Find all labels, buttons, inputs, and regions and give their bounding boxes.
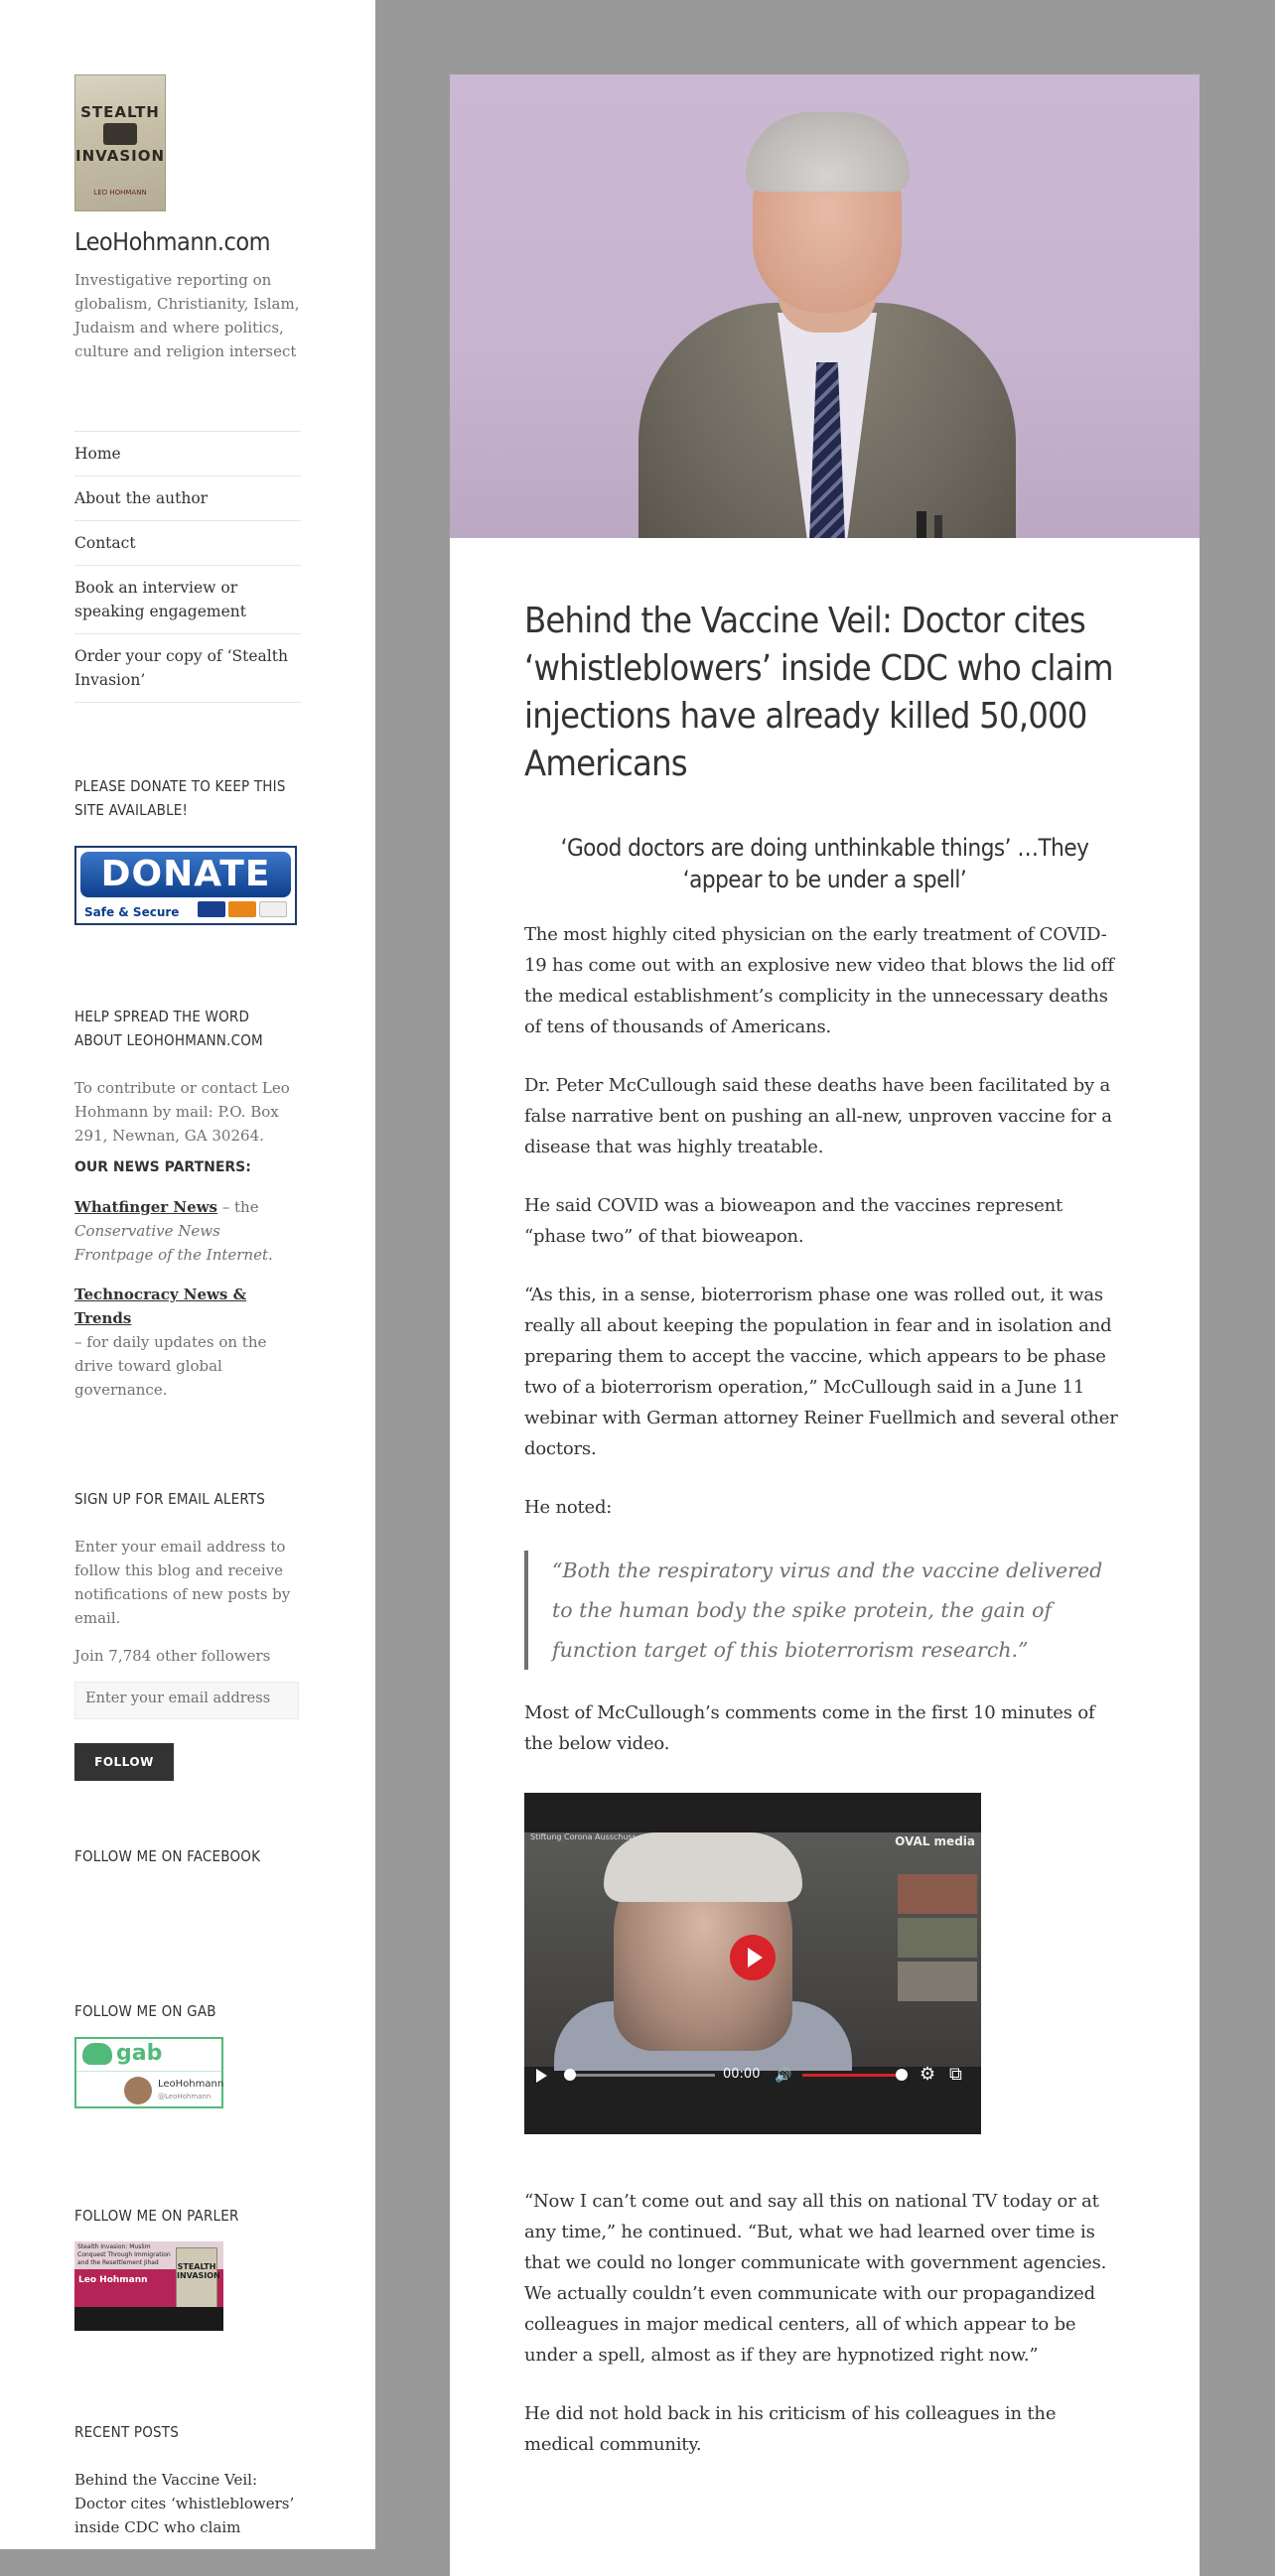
article-paragraph: “As this, in a sense, bioterrorism phase one was rolled out, it was really all about keeping the population in fear and in isolation and preparing them to accept the vaccine, which appears to be phase two of a bioterrorism operation,” McCullough said in a June 11 webinar with German attorney Reiner Fuellmich and several other doctors. — [524, 1285, 1118, 1459]
facebook-widget-title: FOLLOW ME ON FACEBOOK — [74, 1847, 261, 1865]
video-progress-handle[interactable] — [564, 2069, 576, 2081]
video-controls — [524, 2061, 981, 2091]
video-channel-logo: OVAL media — [895, 1834, 975, 1848]
article-blockquote: “Both the respiratory virus and the vaccine delivered to the human body the spike protein, the gain of function target of this bioterrorism research.” — [524, 1551, 1125, 1670]
facebook-widget — [74, 1844, 301, 1868]
parler-banner-headline: Stealth Invasion: Muslim Conquest Through Immigration and the Resettlement Jihad — [77, 2243, 171, 2266]
news-partners-heading: OUR NEWS PARTNERS: — [74, 1159, 251, 1175]
site-title[interactable]: LeoHohmann.com — [74, 227, 271, 256]
parler-widget — [74, 2204, 301, 2331]
article-body — [450, 598, 1200, 2460]
spread-word-widget — [74, 1005, 301, 1402]
spread-widget-title: HELP SPREAD THE WORD ABOUT LEOHOHMANN.COM — [74, 1008, 263, 1049]
book-cover-title-line2: INVASION — [75, 147, 166, 165]
donate-button-label: DONATE — [80, 852, 291, 897]
volume-icon[interactable]: 🔊 — [775, 2068, 792, 2084]
payment-card-icons — [198, 901, 287, 917]
partner-whatfinger — [74, 1195, 301, 1267]
gab-profile-handle: @LeoHohmann — [158, 2093, 212, 2101]
email-widget-title: SIGN UP FOR EMAIL ALERTS — [74, 1490, 266, 1508]
partner-technocracy-suffix: – for daily updates on the drive toward global governance. — [74, 1333, 267, 1399]
gab-profile-card[interactable] — [74, 2037, 223, 2108]
gab-widget-title: FOLLOW ME ON GAB — [74, 2002, 216, 2020]
fullscreen-icon[interactable]: ⧉ — [949, 2064, 962, 2085]
microphone-icon — [934, 515, 942, 538]
partner-whatfinger-suffix: . — [268, 1246, 273, 1264]
donate-widget — [74, 774, 301, 925]
avatar — [124, 2077, 152, 2104]
partner-whatfinger-separator: – the — [216, 1198, 259, 1216]
gab-frog-icon — [82, 2043, 112, 2065]
parler-book-cover-text: STEALTH INVASION — [177, 2262, 220, 2280]
video-participant-tile — [898, 1962, 977, 2001]
recent-post-link[interactable]: Behind the Vaccine Veil: Doctor cites ‘whistleblowers’ inside CDC who claim — [74, 2471, 295, 2536]
parler-book-cover — [176, 2247, 220, 2309]
parler-profile-name: Leo Hohmann — [78, 2275, 148, 2285]
sidebar — [0, 0, 375, 2549]
menu-item-book-interview[interactable]: Book an interview or speaking engagement — [74, 566, 301, 634]
menu-item-about[interactable]: About the author — [74, 476, 301, 521]
article-card — [450, 74, 1200, 2576]
article-paragraph: He noted: — [524, 1497, 613, 1518]
parler-widget-title: FOLLOW ME ON PARLER — [74, 2207, 239, 2225]
article-paragraph: The most highly cited physician on the early treatment of COVID-19 has come out with an explosive new video that blows the lid off the medical establishment’s complicity in the unnecessary deaths of tens of thousands of Americans. — [524, 924, 1114, 1037]
featured-image-hair — [746, 112, 910, 192]
email-input[interactable]: Enter your email address — [74, 1682, 299, 1719]
book-cover-hand — [103, 123, 137, 145]
donate-button[interactable] — [74, 846, 297, 925]
video-participant-tile — [898, 1918, 977, 1958]
video-overlay-tag: Stiftung Corona Ausschuss — [530, 1832, 637, 1841]
book-cover-title-line1: STEALTH — [80, 103, 160, 121]
partner-whatfinger-tagline: Conservative News Frontpage of the Internet — [74, 1222, 268, 1264]
parler-footer — [74, 2307, 223, 2331]
menu-item-home[interactable]: Home — [74, 432, 301, 476]
gab-widget — [74, 1999, 301, 2108]
book-cover-image[interactable] — [74, 74, 166, 211]
visa-card-icon — [198, 901, 225, 917]
gab-logo-text: gab — [116, 2041, 163, 2066]
video-participant-tile — [898, 1874, 977, 1914]
menu-item-order-book[interactable]: Order your copy of ‘Stealth Invasion’ — [74, 634, 301, 703]
volume-slider[interactable] — [802, 2074, 902, 2077]
donate-widget-title: PLEASE DONATE TO KEEP THIS SITE AVAILABLE! — [74, 777, 286, 819]
email-widget-description: Enter your email address to follow this blog and receive notifications of new posts by email. — [74, 1538, 291, 1627]
microphone-icon — [917, 511, 926, 538]
main-menu — [74, 431, 301, 703]
email-alerts-widget — [74, 1487, 301, 1781]
partner-technocracy-link[interactable]: Technocracy News & Trends — [74, 1286, 247, 1327]
recent-posts-widget — [74, 2420, 301, 2539]
mastercard-icon — [228, 901, 256, 917]
article-subtitle: ‘Good doctors are doing unthinkable things’ …They ‘appear to be under a spell’ — [560, 834, 1089, 893]
contact-mail-text: To contribute or contact Leo Hohmann by mail: P.O. Box 291, Newnan, GA 30264. — [74, 1079, 290, 1145]
video-play-icon[interactable] — [730, 1935, 776, 1980]
follow-button[interactable]: FOLLOW — [74, 1743, 174, 1781]
video-time: 00:00 — [723, 2067, 761, 2082]
play-icon[interactable] — [536, 2069, 547, 2083]
embedded-video-player[interactable] — [524, 1793, 981, 2134]
recent-posts-title: RECENT POSTS — [74, 2423, 180, 2441]
article-paragraph: He did not hold back in his criticism of his colleagues in the medical community. — [524, 2403, 1057, 2455]
partner-technocracy — [74, 1283, 301, 1402]
article-paragraph: Dr. Peter McCullough said these deaths have been facilitated by a false narrative bent on pushing an all-new, unproven vaccine for a disease that was highly treatable. — [524, 1075, 1112, 1157]
gab-profile-name: LeoHohmann — [158, 2079, 224, 2090]
article-paragraph: Most of McCullough’s comments come in the first 10 minutes of the below video. — [524, 1702, 1095, 1754]
followers-count: Join 7,784 other followers — [74, 1647, 271, 1665]
partner-whatfinger-link[interactable]: Whatfinger News — [74, 1198, 217, 1216]
article-paragraph: “Now I can’t come out and say all this on national TV today or at any time,” he continued. “But, what we had learned over time is that we could no longer communicate with government agencies. We actually couldn’t even communicate with our propagandized colleagues in major medical centers, all of which appear to be under a spell, almost as if they are hypnotized right now.” — [524, 2191, 1107, 2366]
video-progress-bar[interactable] — [568, 2074, 715, 2077]
menu-item-contact[interactable]: Contact — [74, 521, 301, 566]
parler-profile-card[interactable] — [74, 2241, 223, 2331]
donate-button-subtext: Safe & Secure — [84, 905, 180, 919]
gear-icon[interactable]: ⚙ — [920, 2064, 936, 2085]
book-cover-author: LEO HOHMANN — [93, 189, 147, 197]
article-paragraph: He said COVID was a bioweapon and the vaccines represent “phase two” of that bioweapon. — [524, 1195, 1062, 1247]
site-description: Investigative reporting on globalism, Christianity, Islam, Judaism and where politics, culture and religion intersect — [74, 271, 300, 360]
video-speaker-hair — [604, 1832, 802, 1902]
featured-image — [450, 74, 1200, 538]
video-participant-tiles — [898, 1874, 977, 2005]
volume-slider-handle[interactable] — [896, 2069, 908, 2081]
discover-card-icon — [259, 901, 287, 917]
article-title: Behind the Vaccine Veil: Doctor cites ‘whistleblowers’ inside CDC who claim injections have already killed 50,000 Americans — [524, 601, 1113, 784]
